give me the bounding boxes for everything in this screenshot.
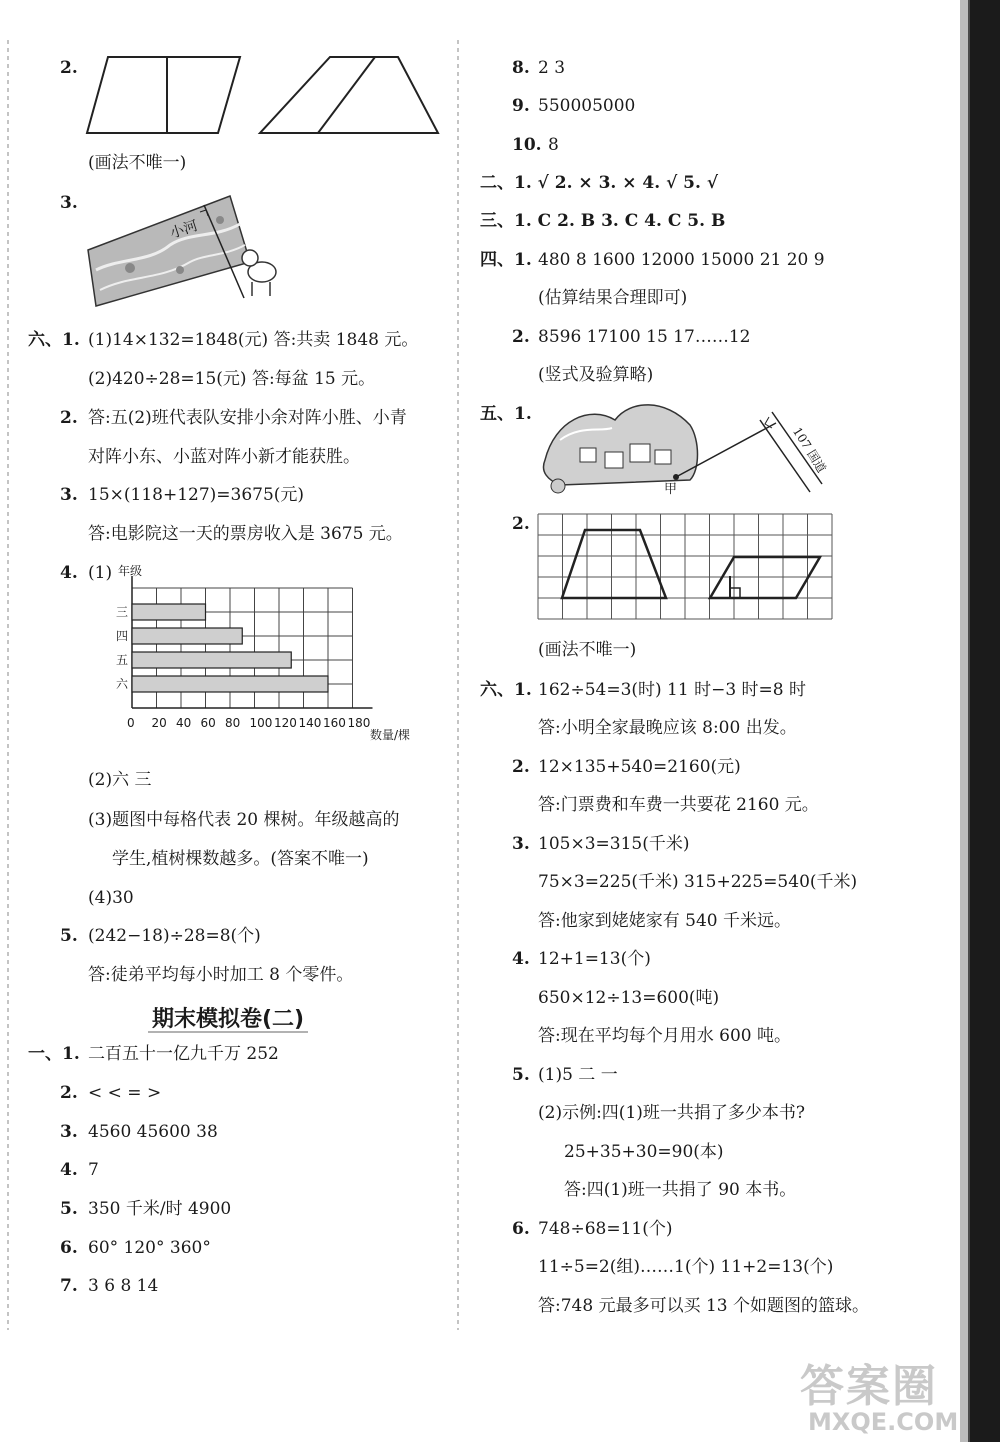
river-label: 小河 — [168, 218, 200, 242]
chart-bar-3 — [132, 652, 291, 668]
right-angle-mark — [730, 588, 740, 598]
village-road-map — [543, 405, 822, 493]
section-number: 四、1. — [480, 250, 532, 270]
answer-line: 12×135+540=2160(元) — [538, 757, 741, 777]
page-edge-shadow — [968, 0, 1000, 1442]
answer-line: (4)30 — [88, 888, 134, 908]
answer-line: (竖式及验算略) — [538, 365, 654, 385]
question-number: 3. — [512, 834, 530, 854]
question-number: 9. — [512, 96, 530, 116]
question-number: 4. — [60, 1160, 78, 1180]
answer-line: 7 — [88, 1160, 99, 1180]
question-number: 2. — [512, 757, 530, 777]
answer-line: 答:四(1)班一共捐了 90 本书。 — [564, 1180, 797, 1200]
question-number: 7. — [60, 1276, 78, 1296]
trapezoid-cut-line — [318, 57, 375, 133]
answer-line: 11÷5=2(组)……1(个) 11+2=13(个) — [538, 1257, 834, 1277]
highway-label: 107 国道 — [789, 424, 829, 476]
answer-line: (2)420÷28=15(元) 答:每盆 15 元。 — [88, 369, 376, 389]
trapezoid-on-grid — [562, 530, 666, 598]
parallelogram-figure — [87, 57, 240, 133]
point-label: 甲 — [664, 482, 678, 497]
answer-line: 162÷54=3(时) 11 时−3 时=8 时 — [538, 680, 807, 700]
answer-line: 650×12÷13=600(吨) — [538, 988, 720, 1008]
answer-line: (2)示例:四(1)班一共捐了多少本书? — [538, 1103, 806, 1123]
answer-line: (1)5 二 一 — [538, 1065, 618, 1085]
river-illustration — [88, 196, 276, 306]
chart-tick-label: 60 — [200, 716, 216, 730]
question-number: 8. — [512, 58, 530, 78]
page-edge-gradient — [960, 0, 970, 1442]
watermark-logo: 答案圈 — [800, 1361, 938, 1412]
chart-tick-label: 80 — [225, 716, 241, 730]
chart-category-label: 四 — [116, 629, 129, 643]
section-title: 期末模拟卷(二) — [152, 1007, 305, 1032]
watermark-url: MXQE.COM — [808, 1408, 959, 1436]
shape-grid — [538, 514, 832, 619]
question-number: 5. — [60, 1199, 78, 1219]
answer-line: 答:748 元最多可以买 13 个如题图的篮球。 — [538, 1296, 870, 1316]
trapezoid-figure — [260, 57, 438, 133]
answer-line: 748÷68=11(个) — [538, 1219, 673, 1239]
answer-line: 2 3 — [538, 58, 566, 78]
question-number: 2. — [512, 514, 530, 534]
question-number: 5. — [60, 926, 78, 946]
drawing-note: (画法不唯一) — [538, 640, 637, 660]
answer-line: (3)题图中每格代表 20 棵树。年级越高的 — [88, 810, 400, 830]
answer-line: 25+35+30=90(本) — [564, 1142, 724, 1162]
answer-line: 12+1=13(个) — [538, 949, 651, 969]
answer-line: (估算结果合理即可) — [538, 288, 688, 308]
answer-line: 75×3=225(千米) 315+225=540(千米) — [538, 872, 858, 892]
chart-xlabel: 数量/棵 — [370, 728, 411, 742]
question-number: 4. — [512, 949, 530, 969]
answer-line: 答:他家到姥姥家有 540 千米远。 — [538, 911, 791, 931]
answer-line: 4560 45600 38 — [88, 1122, 218, 1142]
question-number: 2. — [60, 1083, 78, 1103]
tree-planting-bar-chart — [132, 576, 373, 708]
answer-line: (1)14×132=1848(元) 答:共卖 1848 元。 — [88, 330, 419, 350]
answer-line: 60° 120° 360° — [88, 1238, 211, 1258]
answer-line: 答:五(2)班代表队安排小余对阵小胜、小青 — [88, 408, 407, 428]
question-number: 5. — [512, 1065, 530, 1085]
answer-line: (242−18)÷28=8(个) — [88, 926, 261, 946]
answer-line: 550005000 — [538, 96, 636, 116]
answer-line: 3 6 8 14 — [88, 1276, 159, 1296]
question-number: 2. — [512, 327, 530, 347]
question-number: 10. — [512, 135, 542, 155]
answer-line: 三、1. C 2. B 3. C 4. C 5. B — [480, 211, 726, 231]
chart-bar-1 — [132, 604, 206, 620]
answer-line: 对阵小东、小蓝对阵小新才能获胜。 — [88, 447, 360, 467]
answer-line: 105×3=315(千米) — [538, 834, 690, 854]
question-number: 3. — [60, 193, 78, 213]
section-number: 六、1. — [480, 680, 532, 700]
section-number: 一、1. — [28, 1044, 80, 1064]
answer-line: 8 — [548, 135, 559, 155]
question-number: 4. — [60, 563, 78, 583]
question-number: 6. — [60, 1238, 78, 1258]
answer-line: 答:徒弟平均每小时加工 8 个零件。 — [88, 965, 354, 985]
chart-tick-label: 180 — [347, 716, 371, 730]
answer-line: 答:小明全家最晚应该 8:00 出发。 — [538, 718, 797, 738]
answer-line: 学生,植树棵数越多。(答案不唯一) — [112, 849, 369, 869]
answer-line: 答:现在平均每个月用水 600 吨。 — [538, 1026, 791, 1046]
answer-line: 答:门票费和车费一共要花 2160 元。 — [538, 795, 819, 815]
chart-tick-label: 120 — [274, 716, 297, 730]
drawing-note: (画法不唯一) — [88, 153, 187, 173]
chart-tick-label: 40 — [176, 716, 192, 730]
answer-line: 二、1. √ 2. × 3. × 4. √ 5. √ — [480, 173, 719, 193]
chart-tick-label: 100 — [249, 716, 273, 730]
question-number: 3. — [60, 1122, 78, 1142]
answer-line: 350 千米/时 4900 — [88, 1199, 232, 1219]
question-number: 2. — [60, 408, 78, 428]
chart-category-label: 六 — [116, 677, 129, 691]
section-number: 六、1. — [28, 330, 80, 350]
section-number: 五、1. — [480, 404, 532, 424]
chart-tick-label: 140 — [298, 716, 322, 730]
answer-line: (2)六 三 — [88, 770, 152, 790]
chart-tick-label: 0 — [127, 716, 135, 730]
answer-line: 8596 17100 15 17……12 — [538, 327, 751, 347]
chart-category-label: 三 — [116, 605, 129, 619]
answer-line: < < = > — [88, 1083, 162, 1103]
question-number: 6. — [512, 1219, 530, 1239]
answer-line: 答:电影院这一天的票房收入是 3675 元。 — [88, 524, 403, 544]
answer-line: 15×(118+127)=3675(元) — [88, 485, 305, 505]
chart-bar-2 — [132, 628, 242, 644]
answer-line: 480 8 1600 12000 15000 21 20 9 — [538, 250, 825, 270]
chart-ylabel: 年级 — [118, 564, 143, 578]
chart-category-label: 五 — [116, 653, 129, 667]
question-number: 3. — [60, 485, 78, 505]
chart-bar-4 — [132, 676, 328, 692]
sub-part: (1) — [88, 563, 113, 583]
answer-line: 二百五十一亿九千万 252 — [88, 1044, 279, 1064]
chart-tick-label: 160 — [323, 716, 346, 730]
question-number: 2. — [60, 58, 78, 78]
chart-tick-label: 20 — [151, 716, 167, 730]
